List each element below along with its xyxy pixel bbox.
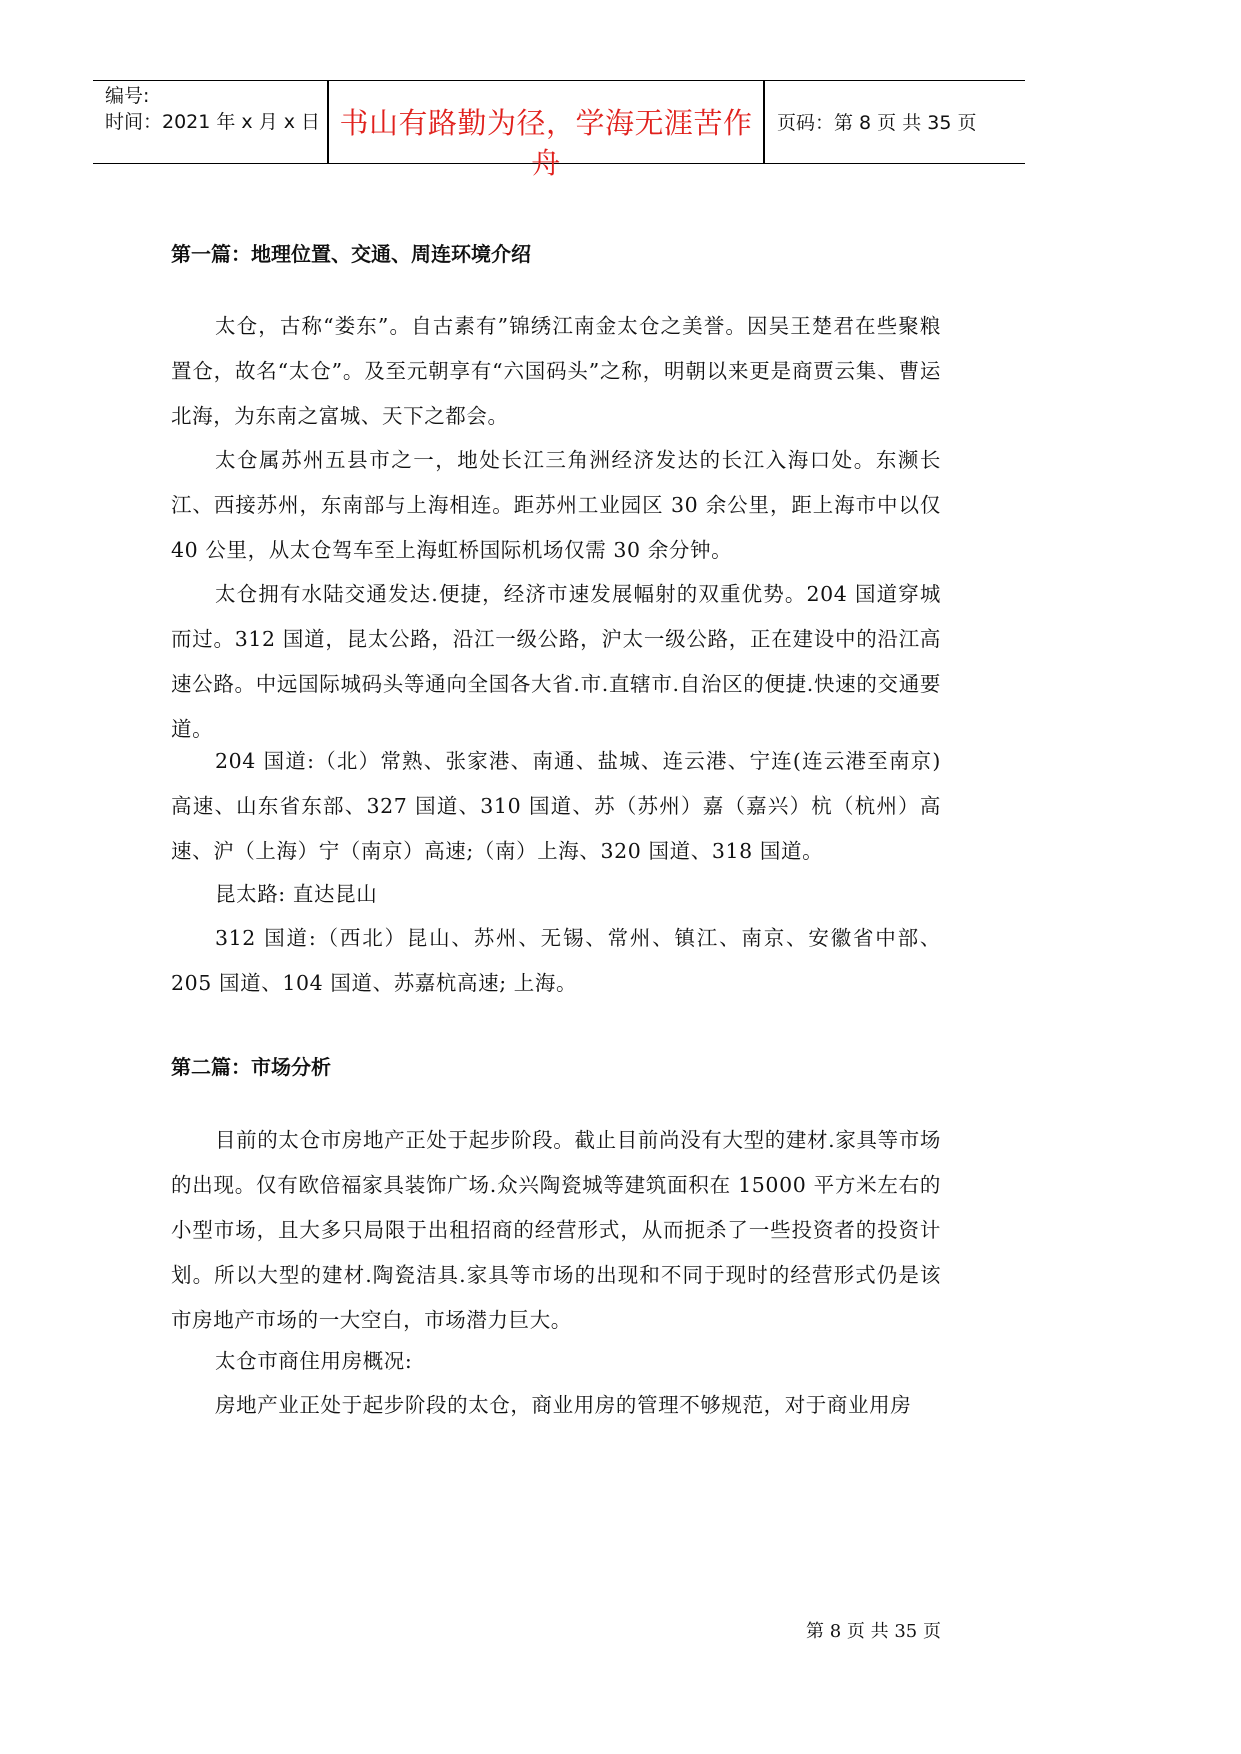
- paragraph: 太仓属苏州五县市之一，地处长江三角洲经济发达的长江入海口处。东濒长江、西接苏州，东南部与上海相连。距苏州工业园区 30 余公里，距上海市中以仅 40 公里，从太仓驾车至上海虹桥国际机场仅需 30 余分钟。: [171, 448, 941, 562]
- paragraph: 204 国道:（北）常熟、张家港、南通、盐城、连云港、宁连(连云港至南京)高速、山东省东部、327 国道、310 国道、苏（苏州）嘉（嘉兴）杭（杭州）高速、沪（上海）宁（南京）高速;（南）上海、320 国道、318 国道。: [171, 749, 941, 863]
- header-meta: [105, 83, 320, 135]
- header-page-number: 页码：第 8 页 共 35 页: [777, 112, 977, 134]
- document-time-label: 时间：2021 年 x 月 x 日: [105, 111, 321, 133]
- paragraph: 312 国道:（西北）昆山、苏州、无锡、常州、镇江、南京、安徽省中部、205 国道、104 国道、苏嘉杭高速; 上海。: [171, 926, 941, 995]
- paragraph: 昆太路: 直达昆山: [215, 882, 378, 906]
- paragraph: 太仓市商住用房概况:: [215, 1349, 413, 1373]
- document-number-label: 编号:: [105, 85, 150, 107]
- paragraph: 目前的太仓市房地产正处于起步阶段。截止目前尚没有大型的建材.家具等市场的出现。仅有欧倍福家具装饰广场.众兴陶瓷城等建筑面积在 15000 平方米左右的小型市场，且大多只局限于出租招商的经营形式，从而扼杀了一些投资者的投资计划。所以大型的建材.陶瓷洁具.家具等市场的出现和不同于现时的经营形式仍是该市房地产市场的一大空白，市场潜力巨大。: [171, 1128, 941, 1332]
- header-motto: 书山有路勤为径，学海无涯苦作舟: [339, 106, 753, 180]
- paragraph: 太仓拥有水陆交通发达.便捷，经济市速发展幅射的双重优势。204 国道穿城而过。312 国道，昆太公路，沿江一级公路，沪太一级公路，正在建设中的沿江高速公路。中远国际城码头等通向全国各大省.市.直辖市.自治区的便捷.快速的交通要道。: [171, 582, 941, 741]
- header-divider: [763, 81, 765, 163]
- paragraph: 太仓，古称“娄东”。自古素有”锦绣江南金太仓之美誉。因吴王楚君在些聚粮置仓，故名“太仓”。及至元朝享有“六国码头”之称，明朝以来更是商贾云集、曹运北海，为东南之富城、天下之都会。: [171, 314, 941, 428]
- section-title: 第一篇：地理位置、交通、周连环境介绍: [171, 242, 531, 266]
- paragraph: 房地产业正处于起步阶段的太仓，商业用房的管理不够规范，对于商业用房: [215, 1393, 912, 1417]
- page-header: [93, 80, 1025, 180]
- page-footer: 第 8 页 共 35 页: [806, 1621, 941, 1642]
- section-title: 第二篇：市场分析: [171, 1055, 331, 1079]
